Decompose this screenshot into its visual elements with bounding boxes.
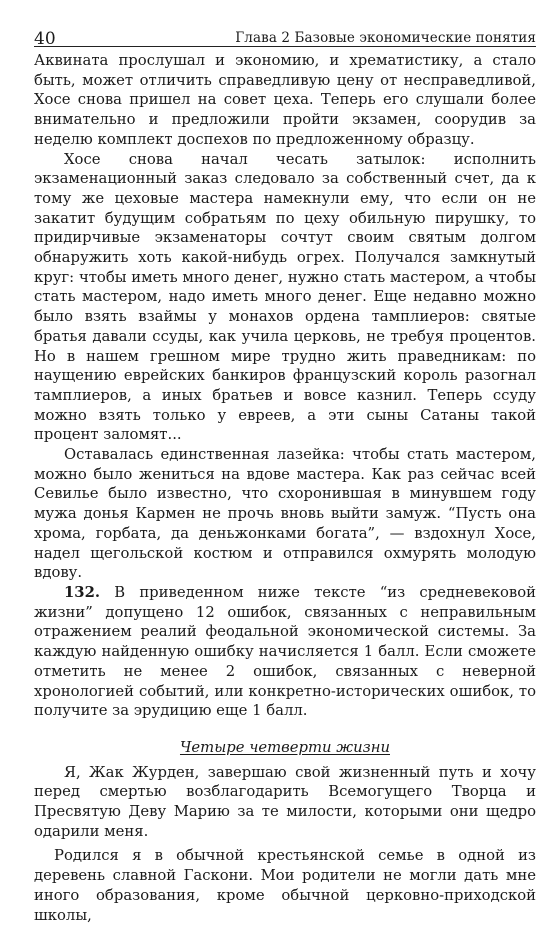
story-paragraph-birth: Родился я в обычной крестьянской семье в одной из деревень славной Гаскони. Мои родители не могли дать мне иного образования, кроме обычной церковно-приходской школы, [34, 847, 536, 924]
paragraph-continuation: Аквината прослушал и экономию, и хрематистику, а стало быть, может отличить справедливую цену от несправедливой, Хосе снова пришел на совет цеха. Теперь его слушали более внимательно и предложили пройти экзамен, соорудив за неделю комплект доспехов по предложенному образцу. [34, 52, 536, 148]
paragraph-jose-exam: Хосе снова начал чесать затылок: исполнить экзаменационный заказ следовало за собственный счет, да к тому же цеховые мастера намекнули ему, что если он не закатит будущим собратьям по цеху обильную пирушку, то придирчивые экзаменаторы сочтут своим святым долгом обнаружить хоть какой-нибудь огрех. Получался замкнутый круг: чтобы иметь много денег, нужно стать мастером, а чтобы стать мастером, надо иметь много денег. Еще недавно можно было взять взаймы у монахов ордена тамплиеров: святые братья давали ссуды, как учила церковь, не требуя процентов. Но в нашем грешном мире трудно жить праведникам: по наущению еврейских банкиров французский король разогнал тамплиеров, а иных братьев и вовсе казнил. Теперь ссуду можно взять только у евреев, а эти сыны Сатаны такой процент заломят... [34, 150, 536, 444]
page-number: 40 [34, 29, 56, 49]
exercise-132 [34, 583, 536, 721]
page-header [34, 0, 536, 47]
paragraph-widow: Оставалась единственная лазейка: чтобы стать мастером, можно было жениться на вдове мастера. Как раз сейчас всей Севилье было известно, что схоронившая в минувшем году мужа донья Кармен не прочь вновь выйти замуж. “Пусть она хрома, горбата, да деньжонками богата”, — вздохнул Хосе, надел щегольской костюм и отправился охмурять молодую вдову. [34, 446, 536, 582]
exercise-number: 132. [64, 583, 101, 601]
exercise-text: В приведенном ниже тексте “из средневековой жизни” допущено 12 ошибок, связанных с неправильным отражением реалий феодальной экономической системы. За каждую найденную ошибку начисляется 1 балл. Если сможете отметить не менее 2 ошибок, связанных с неверной хронологией событий, или конкретно-исторических ошибок, то получите за эрудицию еще 1 балл. [34, 583, 536, 720]
story-paragraph-intro: Я, Жак Журден, завершаю свой жизненный путь и хочу перед смертью возблагодарить Всемогущего Творца и Пресвятую Деву Марию за те милости, которыми они щедро одарили меня. [34, 763, 536, 840]
running-title: Глава 2 Базовые экономические понятия [235, 30, 536, 46]
section-title: Четыре четверти жизни [179, 738, 390, 756]
